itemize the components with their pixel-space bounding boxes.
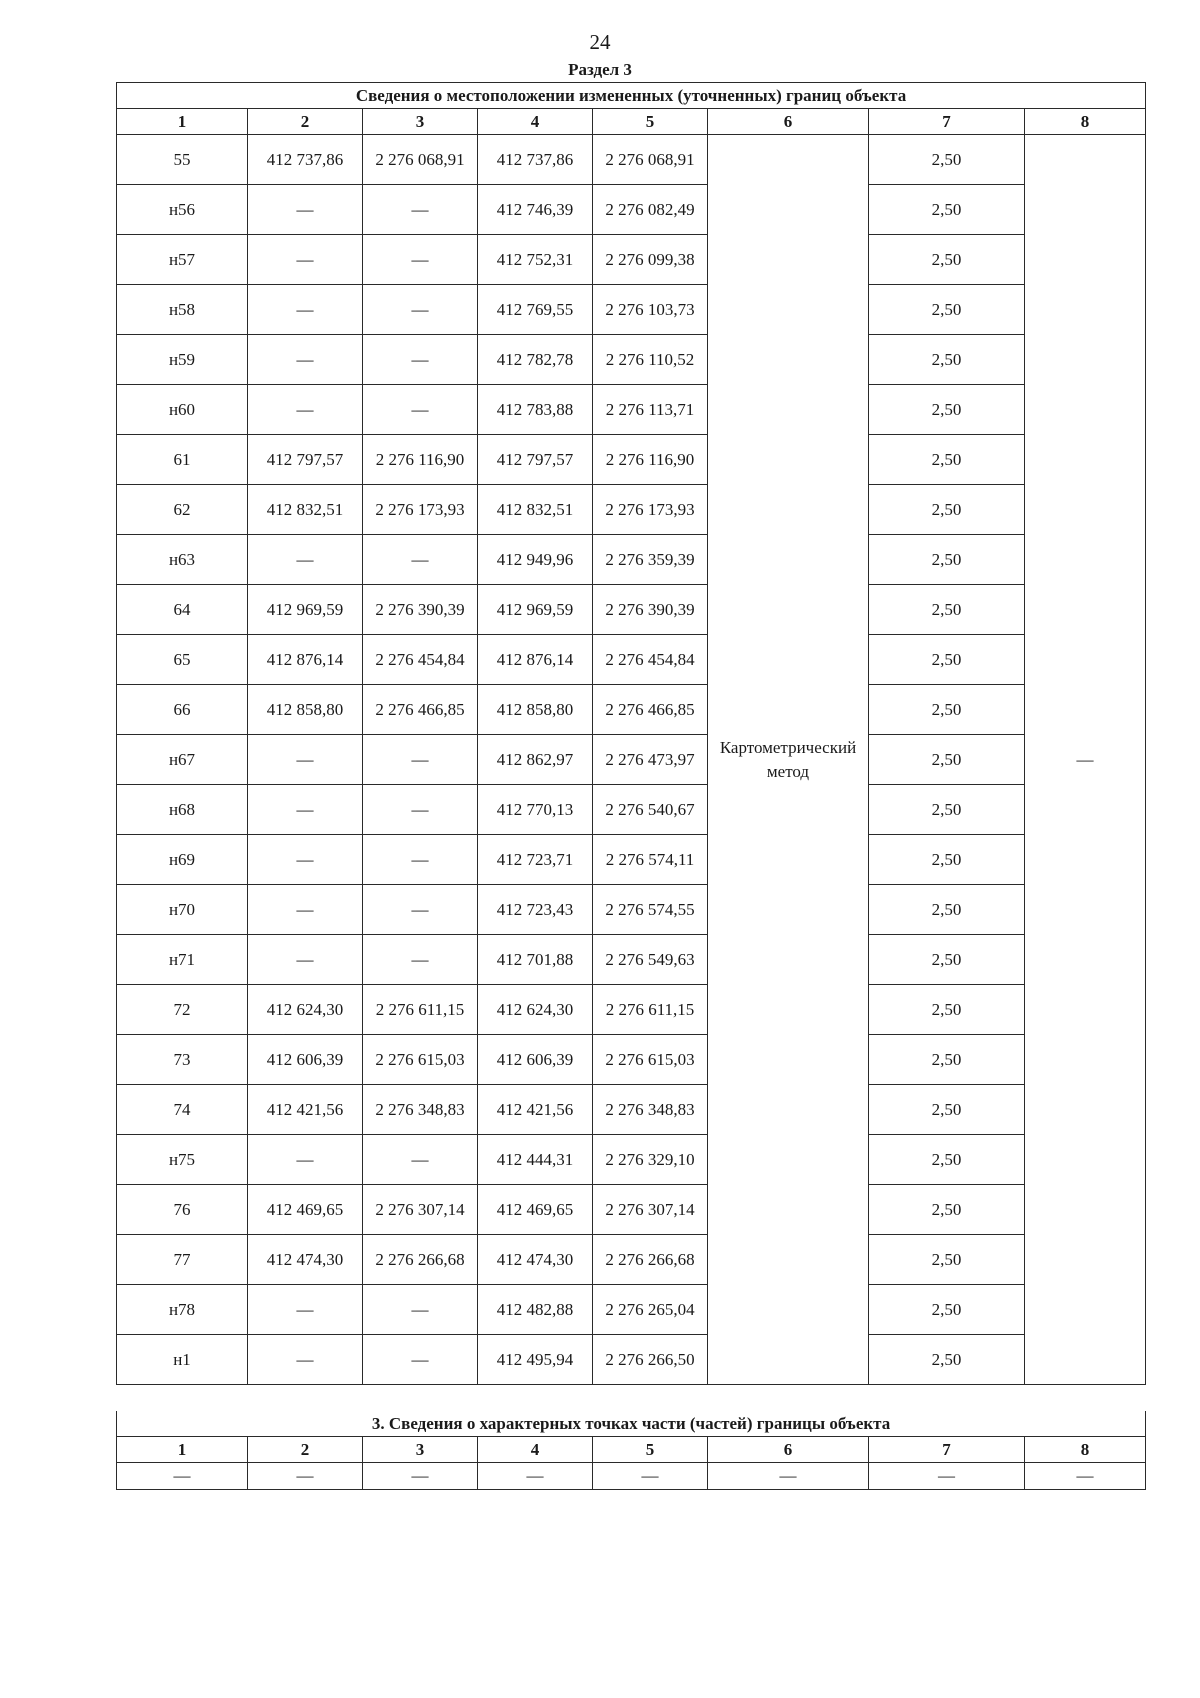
y-new-cell: 2 276 540,67 bbox=[593, 785, 708, 835]
boundary-coordinates-table bbox=[116, 82, 1146, 1385]
point-cell: 76 bbox=[117, 1185, 248, 1235]
accuracy-cell: 2,50 bbox=[869, 685, 1025, 735]
y-new-cell: 2 276 116,90 bbox=[593, 435, 708, 485]
accuracy-cell: 2,50 bbox=[869, 985, 1025, 1035]
point-cell: 61 bbox=[117, 435, 248, 485]
x-new-cell: 412 858,80 bbox=[478, 685, 593, 735]
y-old-cell: 2 276 611,15 bbox=[363, 985, 478, 1035]
page-number: 24 bbox=[589, 30, 611, 54]
table-row bbox=[117, 135, 1146, 185]
x-old-cell: 412 876,14 bbox=[248, 635, 363, 685]
x-new-cell: 412 495,94 bbox=[478, 1335, 593, 1385]
point-cell: н63 bbox=[117, 535, 248, 585]
table-row bbox=[117, 1135, 1146, 1185]
part-boundary-points-table bbox=[116, 1411, 1146, 1490]
x-old-cell: — bbox=[248, 785, 363, 835]
y-new-cell: 2 276 454,84 bbox=[593, 635, 708, 685]
x-new-cell: 412 723,71 bbox=[478, 835, 593, 885]
table-row bbox=[117, 385, 1146, 435]
x-new-cell: 412 769,55 bbox=[478, 285, 593, 335]
x-new-cell: 412 624,30 bbox=[478, 985, 593, 1035]
x-new-cell: 412 949,96 bbox=[478, 535, 593, 585]
y-old-cell: — bbox=[363, 785, 478, 835]
table-row bbox=[117, 1085, 1146, 1135]
x-old-cell: 412 421,56 bbox=[248, 1085, 363, 1135]
point-cell: н78 bbox=[117, 1285, 248, 1335]
accuracy-cell: 2,50 bbox=[869, 1035, 1025, 1085]
table-row bbox=[117, 785, 1146, 835]
table-row bbox=[117, 535, 1146, 585]
y-old-cell: — bbox=[363, 835, 478, 885]
x-new-cell: 412 469,65 bbox=[478, 1185, 593, 1235]
table-row bbox=[117, 885, 1146, 935]
table-row bbox=[117, 235, 1146, 285]
y-new-cell: 2 276 473,97 bbox=[593, 735, 708, 785]
y-new-cell: 2 276 068,91 bbox=[593, 135, 708, 185]
table-row bbox=[117, 1335, 1146, 1385]
point-cell: н59 bbox=[117, 335, 248, 385]
empty-cell: — bbox=[248, 1463, 363, 1490]
column-number: 2 bbox=[248, 1437, 363, 1463]
point-cell: н75 bbox=[117, 1135, 248, 1185]
column-number: 1 bbox=[117, 1437, 248, 1463]
x-old-cell: 412 474,30 bbox=[248, 1235, 363, 1285]
y-old-cell: — bbox=[363, 1135, 478, 1185]
y-old-cell: 2 276 390,39 bbox=[363, 585, 478, 635]
accuracy-cell: 2,50 bbox=[869, 485, 1025, 535]
point-cell: 74 bbox=[117, 1085, 248, 1135]
y-new-cell: 2 276 359,39 bbox=[593, 535, 708, 585]
column-number: 5 bbox=[593, 1437, 708, 1463]
empty-cell: — bbox=[478, 1463, 593, 1490]
y-old-cell: 2 276 454,84 bbox=[363, 635, 478, 685]
y-new-cell: 2 276 099,38 bbox=[593, 235, 708, 285]
y-old-cell: — bbox=[363, 385, 478, 435]
column-number: 6 bbox=[708, 1437, 869, 1463]
y-new-cell: 2 276 549,63 bbox=[593, 935, 708, 985]
x-old-cell: — bbox=[248, 735, 363, 785]
accuracy-cell: 2,50 bbox=[869, 835, 1025, 885]
y-new-cell: 2 276 103,73 bbox=[593, 285, 708, 335]
x-old-cell: 412 606,39 bbox=[248, 1035, 363, 1085]
point-cell: 72 bbox=[117, 985, 248, 1035]
x-new-cell: 412 723,43 bbox=[478, 885, 593, 935]
y-new-cell: 2 276 390,39 bbox=[593, 585, 708, 635]
empty-cell: — bbox=[593, 1463, 708, 1490]
x-old-cell: — bbox=[248, 935, 363, 985]
point-cell: н70 bbox=[117, 885, 248, 935]
accuracy-cell: 2,50 bbox=[869, 535, 1025, 585]
accuracy-cell: 2,50 bbox=[869, 235, 1025, 285]
y-new-cell: 2 276 574,55 bbox=[593, 885, 708, 935]
y-old-cell: 2 276 173,93 bbox=[363, 485, 478, 535]
x-old-cell: 412 737,86 bbox=[248, 135, 363, 185]
y-old-cell: — bbox=[363, 235, 478, 285]
empty-cell: — bbox=[1025, 1463, 1146, 1490]
x-new-cell: 412 783,88 bbox=[478, 385, 593, 435]
x-old-cell: — bbox=[248, 535, 363, 585]
x-new-cell: 412 969,59 bbox=[478, 585, 593, 635]
x-old-cell: — bbox=[248, 885, 363, 935]
y-new-cell: 2 276 574,11 bbox=[593, 835, 708, 885]
y-new-cell: 2 276 307,14 bbox=[593, 1185, 708, 1235]
x-old-cell: — bbox=[248, 235, 363, 285]
accuracy-cell: 2,50 bbox=[869, 185, 1025, 235]
table-row bbox=[117, 835, 1146, 885]
table-row bbox=[117, 285, 1146, 335]
y-new-cell: 2 276 266,50 bbox=[593, 1335, 708, 1385]
column-number: 4 bbox=[478, 109, 593, 135]
table-row bbox=[117, 185, 1146, 235]
x-new-cell: 412 444,31 bbox=[478, 1135, 593, 1185]
y-new-cell: 2 276 611,15 bbox=[593, 985, 708, 1035]
x-new-cell: 412 746,39 bbox=[478, 185, 593, 235]
y-old-cell: 2 276 307,14 bbox=[363, 1185, 478, 1235]
column-number: 2 bbox=[248, 109, 363, 135]
accuracy-cell: 2,50 bbox=[869, 1185, 1025, 1235]
point-cell: 55 bbox=[117, 135, 248, 185]
method-cell: Картометрический метод bbox=[708, 135, 869, 1385]
x-old-cell: — bbox=[248, 385, 363, 435]
point-cell: н1 bbox=[117, 1335, 248, 1385]
point-cell: н57 bbox=[117, 235, 248, 285]
accuracy-cell: 2,50 bbox=[869, 1335, 1025, 1385]
accuracy-cell: 2,50 bbox=[869, 1135, 1025, 1185]
y-new-cell: 2 276 110,52 bbox=[593, 335, 708, 385]
x-old-cell: 412 969,59 bbox=[248, 585, 363, 635]
y-old-cell: 2 276 466,85 bbox=[363, 685, 478, 735]
point-cell: н68 bbox=[117, 785, 248, 835]
x-new-cell: 412 474,30 bbox=[478, 1235, 593, 1285]
x-new-cell: 412 782,78 bbox=[478, 335, 593, 385]
y-new-cell: 2 276 266,68 bbox=[593, 1235, 708, 1285]
accuracy-cell: 2,50 bbox=[869, 935, 1025, 985]
y-old-cell: — bbox=[363, 1285, 478, 1335]
point-cell: н71 bbox=[117, 935, 248, 985]
point-cell: н60 bbox=[117, 385, 248, 435]
table-row bbox=[117, 635, 1146, 685]
table-row bbox=[117, 1235, 1146, 1285]
column-number: 4 bbox=[478, 1437, 593, 1463]
accuracy-cell: 2,50 bbox=[869, 1285, 1025, 1335]
y-new-cell: 2 276 265,04 bbox=[593, 1285, 708, 1335]
empty-cell: — bbox=[869, 1463, 1025, 1490]
point-cell: 62 bbox=[117, 485, 248, 535]
y-old-cell: — bbox=[363, 185, 478, 235]
accuracy-cell: 2,50 bbox=[869, 735, 1025, 785]
x-old-cell: 412 858,80 bbox=[248, 685, 363, 735]
column-number: 8 bbox=[1025, 1437, 1146, 1463]
point-cell: 77 bbox=[117, 1235, 248, 1285]
empty-cell: — bbox=[363, 1463, 478, 1490]
y-new-cell: 2 276 329,10 bbox=[593, 1135, 708, 1185]
x-old-cell: 412 624,30 bbox=[248, 985, 363, 1035]
table-row bbox=[117, 1185, 1146, 1235]
y-old-cell: — bbox=[363, 285, 478, 335]
point-cell: 64 bbox=[117, 585, 248, 635]
empty-cell: — bbox=[117, 1463, 248, 1490]
x-new-cell: 412 770,13 bbox=[478, 785, 593, 835]
x-new-cell: 412 421,56 bbox=[478, 1085, 593, 1135]
column-number: 3 bbox=[363, 1437, 478, 1463]
accuracy-cell: 2,50 bbox=[869, 785, 1025, 835]
y-new-cell: 2 276 466,85 bbox=[593, 685, 708, 735]
table-row bbox=[117, 435, 1146, 485]
x-old-cell: 412 797,57 bbox=[248, 435, 363, 485]
column-number: 3 bbox=[363, 109, 478, 135]
section-label: Раздел 3 bbox=[568, 60, 632, 79]
table-row bbox=[117, 985, 1146, 1035]
y-old-cell: 2 276 266,68 bbox=[363, 1235, 478, 1285]
y-new-cell: 2 276 113,71 bbox=[593, 385, 708, 435]
point-cell: 73 bbox=[117, 1035, 248, 1085]
y-old-cell: 2 276 068,91 bbox=[363, 135, 478, 185]
y-old-cell: — bbox=[363, 335, 478, 385]
table-row bbox=[117, 685, 1146, 735]
y-new-cell: 2 276 082,49 bbox=[593, 185, 708, 235]
point-cell: н56 bbox=[117, 185, 248, 235]
y-old-cell: — bbox=[363, 935, 478, 985]
accuracy-cell: 2,50 bbox=[869, 385, 1025, 435]
point-cell: 66 bbox=[117, 685, 248, 735]
x-new-cell: 412 752,31 bbox=[478, 235, 593, 285]
accuracy-cell: 2,50 bbox=[869, 435, 1025, 485]
x-new-cell: 412 876,14 bbox=[478, 635, 593, 685]
x-old-cell: 412 469,65 bbox=[248, 1185, 363, 1235]
x-old-cell: — bbox=[248, 335, 363, 385]
accuracy-cell: 2,50 bbox=[869, 1085, 1025, 1135]
column-number: 1 bbox=[117, 109, 248, 135]
table-row bbox=[117, 1035, 1146, 1085]
y-old-cell: — bbox=[363, 1335, 478, 1385]
y-new-cell: 2 276 615,03 bbox=[593, 1035, 708, 1085]
table-row bbox=[117, 335, 1146, 385]
column-number: 6 bbox=[708, 109, 869, 135]
accuracy-cell: 2,50 bbox=[869, 335, 1025, 385]
accuracy-cell: 2,50 bbox=[869, 1235, 1025, 1285]
table-row bbox=[117, 735, 1146, 785]
point-cell: н58 bbox=[117, 285, 248, 335]
y-old-cell: 2 276 116,90 bbox=[363, 435, 478, 485]
accuracy-cell: 2,50 bbox=[869, 885, 1025, 935]
table-row bbox=[117, 485, 1146, 535]
table-row bbox=[117, 585, 1146, 635]
x-old-cell: 412 832,51 bbox=[248, 485, 363, 535]
empty-cell: — bbox=[708, 1463, 869, 1490]
y-old-cell: 2 276 615,03 bbox=[363, 1035, 478, 1085]
y-old-cell: 2 276 348,83 bbox=[363, 1085, 478, 1135]
x-new-cell: 412 606,39 bbox=[478, 1035, 593, 1085]
accuracy-cell: 2,50 bbox=[869, 635, 1025, 685]
col8-cell: — bbox=[1025, 135, 1146, 1385]
table-row bbox=[117, 1285, 1146, 1335]
table-title: Сведения о местоположении измененных (уточненных) границ объекта bbox=[117, 83, 1146, 109]
x-new-cell: 412 797,57 bbox=[478, 435, 593, 485]
y-new-cell: 2 276 348,83 bbox=[593, 1085, 708, 1135]
accuracy-cell: 2,50 bbox=[869, 135, 1025, 185]
accuracy-cell: 2,50 bbox=[869, 585, 1025, 635]
y-old-cell: — bbox=[363, 735, 478, 785]
x-old-cell: — bbox=[248, 835, 363, 885]
table-row bbox=[117, 935, 1146, 985]
x-new-cell: 412 482,88 bbox=[478, 1285, 593, 1335]
point-cell: 65 bbox=[117, 635, 248, 685]
column-number: 7 bbox=[869, 109, 1025, 135]
y-new-cell: 2 276 173,93 bbox=[593, 485, 708, 535]
point-cell: н69 bbox=[117, 835, 248, 885]
x-old-cell: — bbox=[248, 1335, 363, 1385]
y-old-cell: — bbox=[363, 885, 478, 935]
point-cell: н67 bbox=[117, 735, 248, 785]
column-number: 8 bbox=[1025, 109, 1146, 135]
x-old-cell: — bbox=[248, 185, 363, 235]
x-new-cell: 412 832,51 bbox=[478, 485, 593, 535]
x-old-cell: — bbox=[248, 1285, 363, 1335]
x-old-cell: — bbox=[248, 285, 363, 335]
accuracy-cell: 2,50 bbox=[869, 285, 1025, 335]
x-old-cell: — bbox=[248, 1135, 363, 1185]
x-new-cell: 412 701,88 bbox=[478, 935, 593, 985]
x-new-cell: 412 737,86 bbox=[478, 135, 593, 185]
column-number: 5 bbox=[593, 109, 708, 135]
x-new-cell: 412 862,97 bbox=[478, 735, 593, 785]
section3-title: 3. Сведения о характерных точках части (частей) границы объекта bbox=[117, 1411, 1146, 1437]
y-old-cell: — bbox=[363, 535, 478, 585]
column-number: 7 bbox=[869, 1437, 1025, 1463]
